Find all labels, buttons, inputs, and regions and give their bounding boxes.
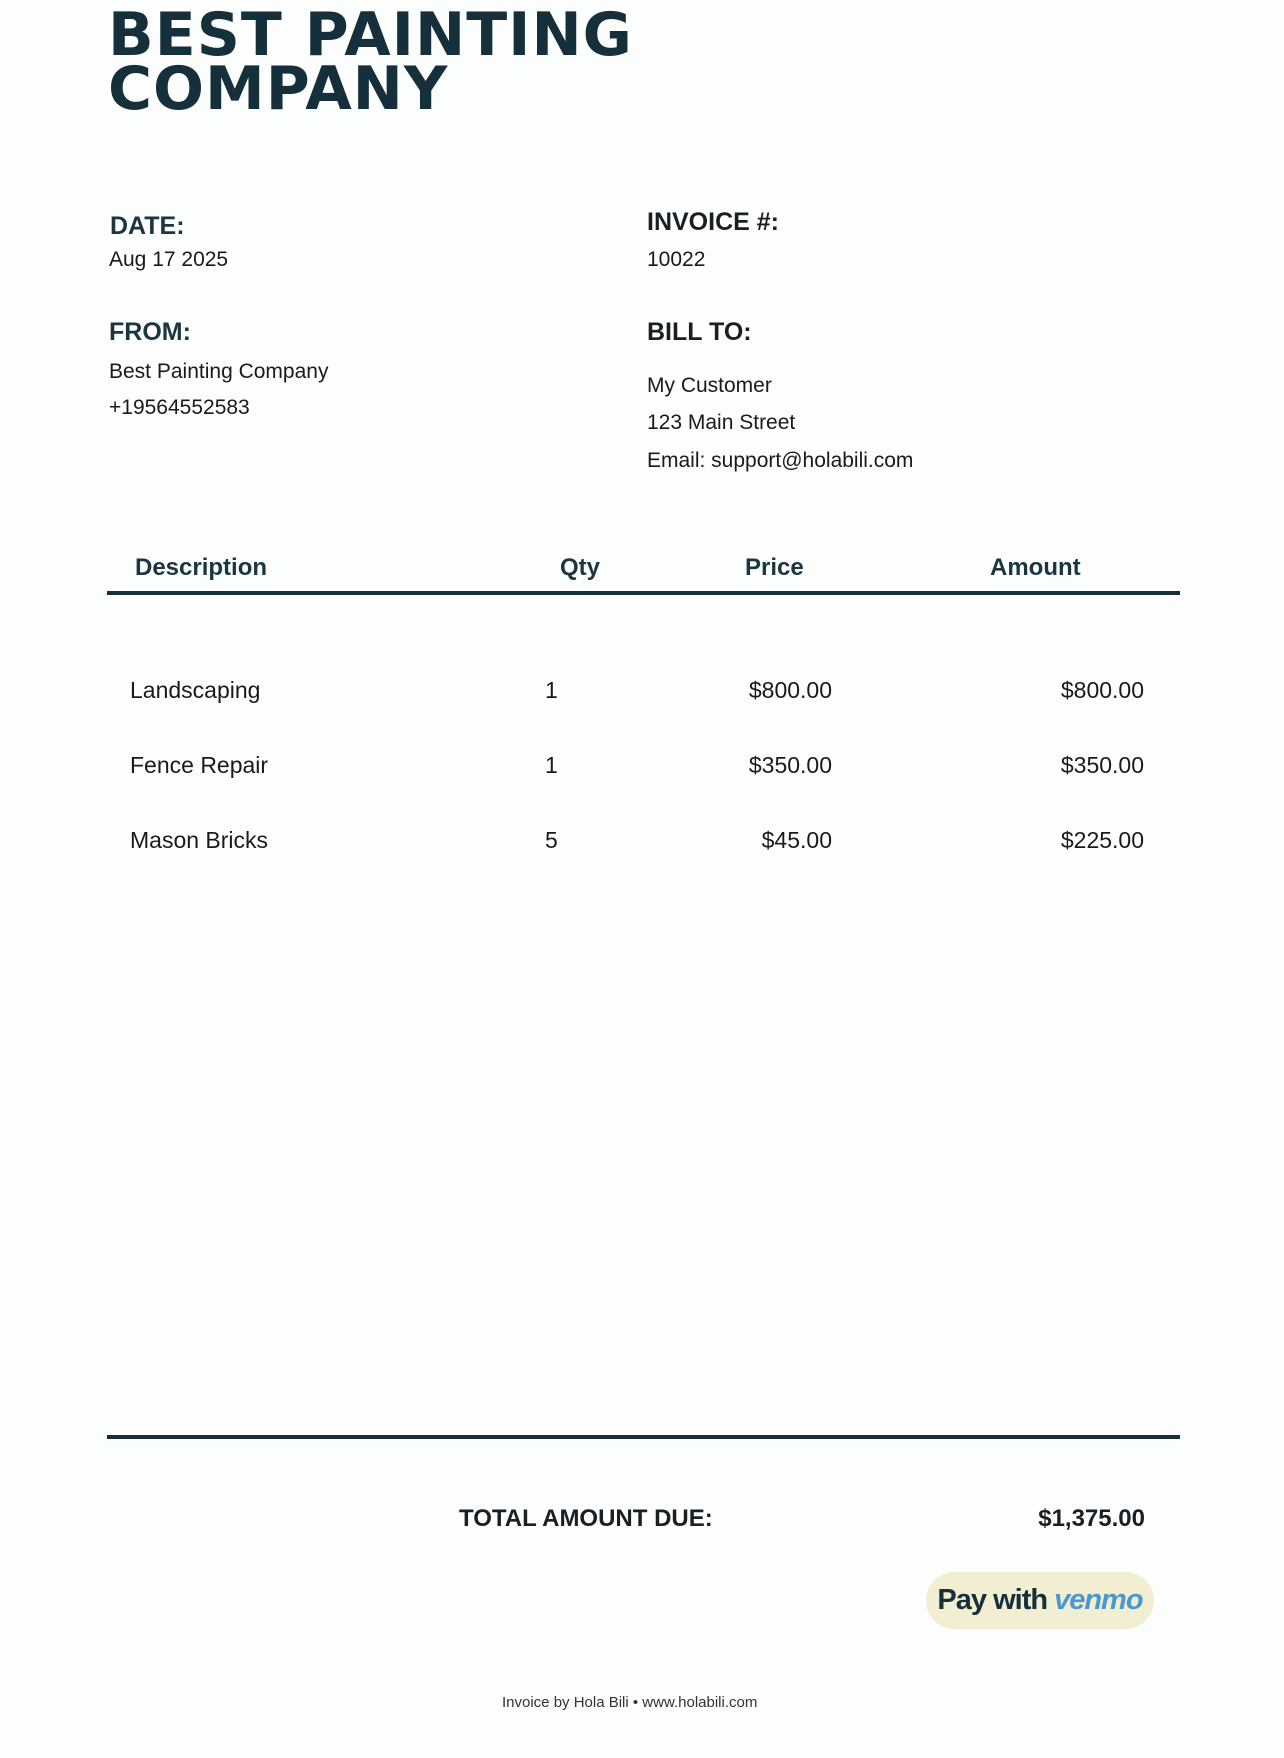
row-price: $800.00 — [748, 677, 832, 703]
venmo-logo: venmo — [1054, 1584, 1143, 1616]
bill-to-name: My Customer — [647, 374, 772, 397]
column-header-qty: Qty — [560, 554, 601, 581]
invoice-number-label: INVOICE #: — [647, 208, 779, 236]
bill-to-label: BILL TO: — [647, 318, 752, 346]
row-amount: $350.00 — [1060, 752, 1144, 778]
row-amount: $225.00 — [1060, 827, 1144, 853]
row-description: Fence Repair — [130, 752, 269, 778]
totals-divider — [107, 1435, 1180, 1439]
footer-credit: Invoice by Hola Bili • www.holabili.com — [502, 1694, 758, 1711]
total-label: TOTAL AMOUNT DUE: — [459, 1505, 713, 1532]
from-label: FROM: — [109, 318, 191, 346]
company-title-line2: COMPANY — [108, 54, 449, 124]
invoice-number-value: 10022 — [647, 248, 706, 271]
column-header-amount: Amount — [990, 554, 1081, 581]
column-header-description: Description — [135, 554, 268, 581]
company-title — [108, 0, 633, 124]
from-name: Best Painting Company — [109, 360, 329, 383]
total-value: $1,375.00 — [1038, 1505, 1145, 1532]
from-phone: +19564552583 — [109, 396, 250, 419]
row-description: Landscaping — [130, 677, 261, 703]
company-title-line1: BEST PAINTING — [108, 0, 633, 70]
row-price: $45.00 — [761, 827, 832, 853]
pay-with-label: Pay with — [937, 1584, 1048, 1616]
date-value: Aug 17 2025 — [109, 248, 229, 271]
column-header-price: Price — [745, 554, 804, 581]
row-price: $350.00 — [748, 752, 832, 778]
row-description: Mason Bricks — [130, 827, 269, 853]
row-qty: 1 — [545, 752, 558, 778]
bill-to-email: Email: support@holabili.com — [647, 449, 914, 472]
date-label: DATE: — [110, 212, 185, 240]
header-divider — [107, 591, 1180, 595]
row-amount: $800.00 — [1060, 677, 1144, 703]
bill-to-address: 123 Main Street — [647, 411, 796, 434]
pay-with-venmo-button[interactable] — [926, 1572, 1154, 1629]
row-qty: 1 — [545, 677, 558, 703]
row-qty: 5 — [545, 827, 558, 853]
